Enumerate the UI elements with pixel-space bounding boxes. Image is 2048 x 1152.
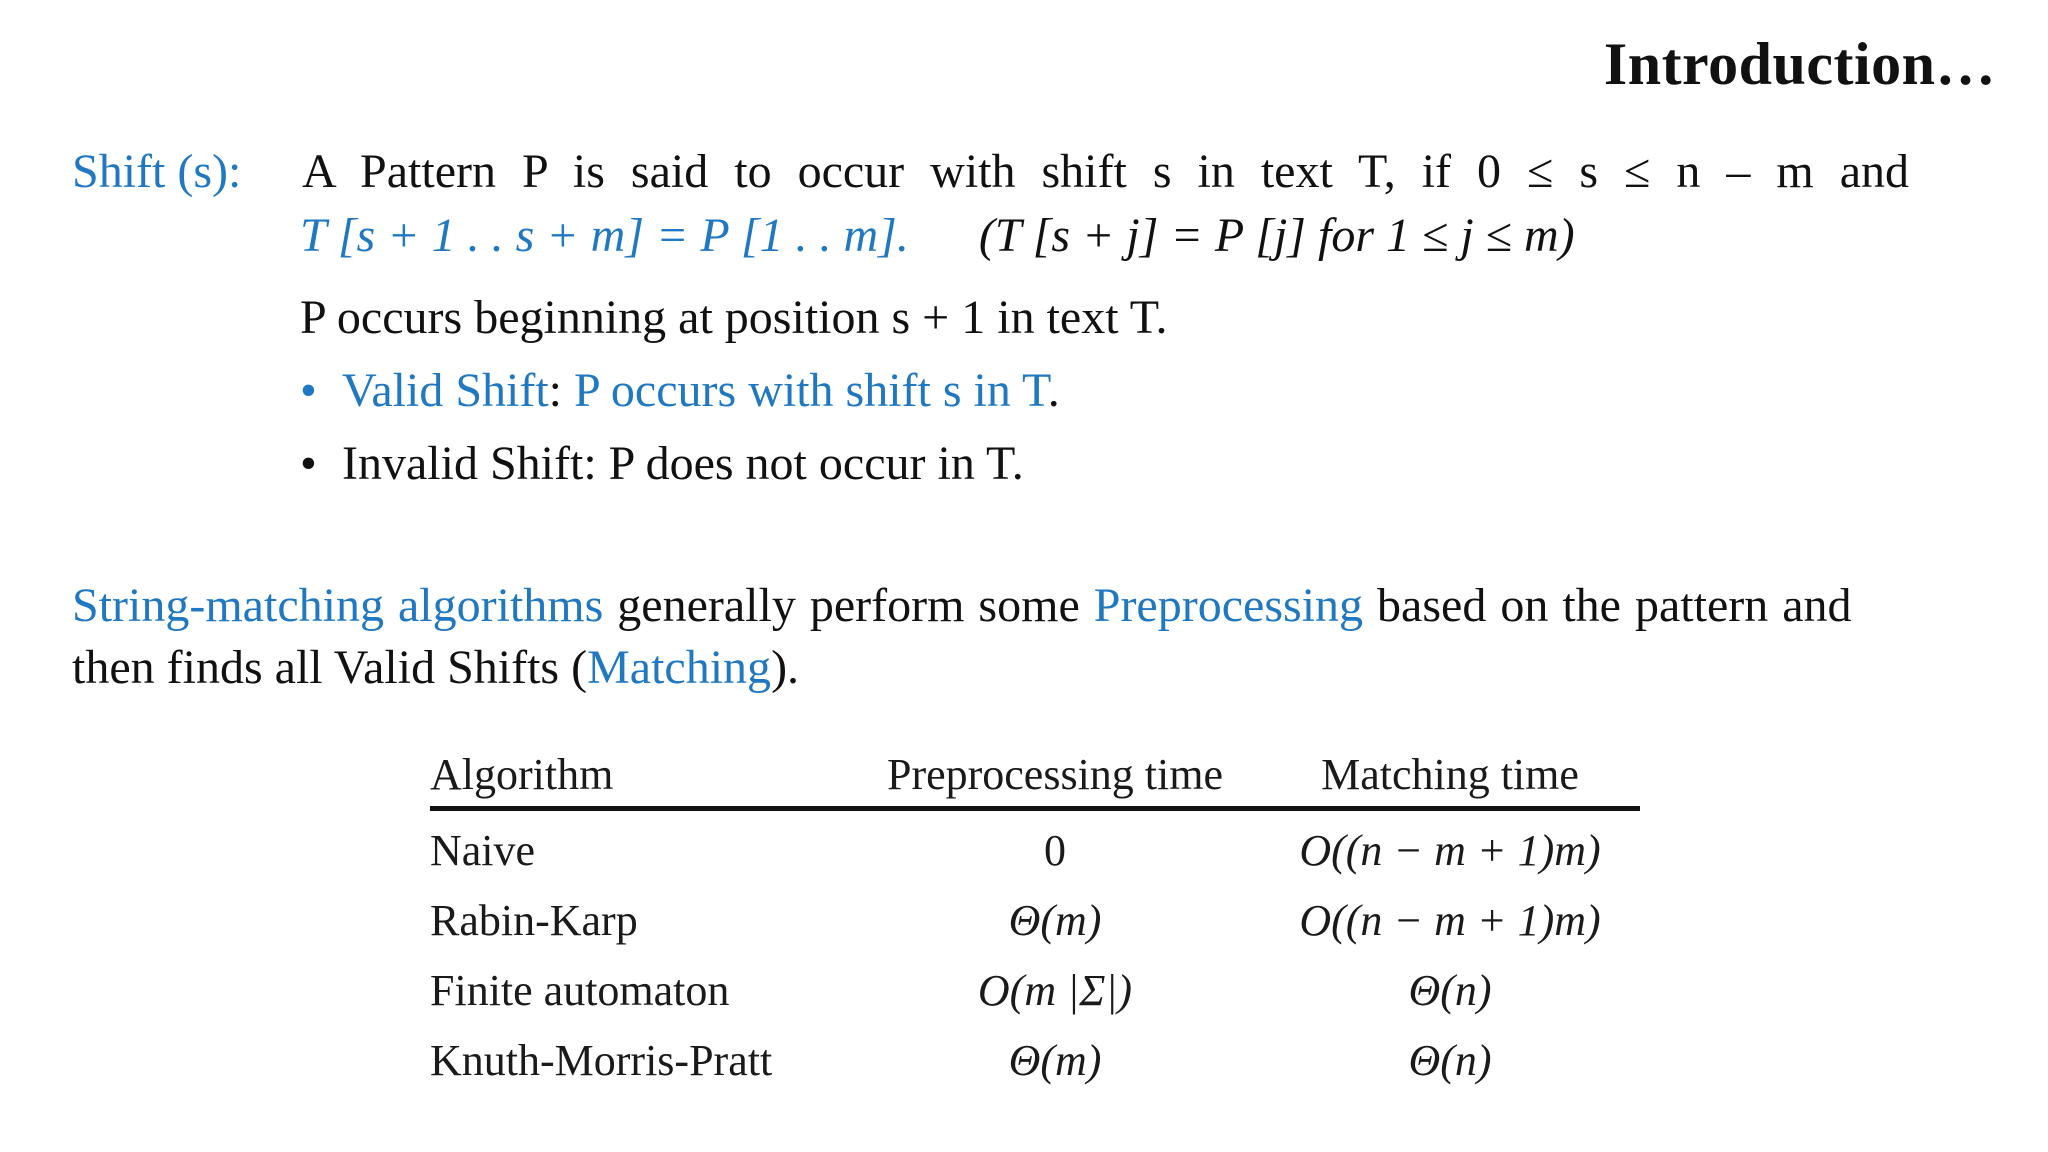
valid-shift-term: Valid Shift (342, 364, 549, 417)
cell-matching: Θ(n) (1408, 965, 1492, 1015)
shift-definition-line-1 (72, 142, 1909, 202)
bullet-invalid-shift (300, 434, 1024, 494)
slide-title: Introduction… (1603, 31, 1996, 97)
invalid-shift-term: Invalid Shift (342, 437, 584, 490)
cell-preprocessing: 0 (1044, 825, 1066, 875)
table-header-row (430, 742, 1640, 811)
valid-shift-end: . (1047, 364, 1060, 417)
paragraph-text-1: generally perform some (603, 579, 1094, 632)
header-preprocessing-time: Preprocessing time (886, 749, 1224, 799)
table-row (430, 955, 1640, 1025)
cell-algorithm: Naive (430, 825, 536, 875)
table-row (430, 1025, 1640, 1095)
term-string-matching: String-matching algorithms (72, 579, 604, 632)
cell-algorithm: Finite automaton (430, 965, 730, 1015)
valid-shift-text: P occurs with shift s in T (574, 364, 1048, 417)
paragraph-text-2: based on the pattern and (1363, 579, 1852, 632)
algorithms-paragraph-line-2 (72, 638, 799, 698)
cell-matching: O((n − m + 1)m) (1299, 825, 1601, 875)
invalid-shift-text: P does not occur in T (608, 437, 1012, 490)
invalid-shift-end: . (1011, 437, 1024, 490)
algorithms-paragraph-line-1 (72, 576, 1852, 636)
cell-matching: O((n − m + 1)m) (1299, 895, 1601, 945)
cell-algorithm: Rabin-Karp (430, 895, 638, 945)
valid-shift-sep: : (548, 364, 575, 417)
cell-algorithm: Knuth-Morris-Pratt (430, 1035, 773, 1085)
cell-matching: Θ(n) (1408, 1035, 1492, 1085)
algorithm-complexity-table (430, 742, 1640, 1095)
bullet-dot: • (300, 437, 317, 490)
bullet-valid-shift (300, 361, 1060, 421)
invalid-shift-sep: : (583, 437, 609, 490)
shift-definition-text: A Pattern P is said to occur with shift s in text T, if 0 ≤ s ≤ n – m and (302, 145, 1910, 198)
shift-formula: T [s + 1 . . s + m] = P [1 . . m]. (300, 209, 909, 262)
paragraph-text-3: then finds all Valid Shifts ( (72, 641, 588, 694)
header-algorithm: Algorithm (430, 749, 614, 799)
table-row (430, 885, 1640, 955)
shift-occurrence-text: P occurs beginning at position s + 1 in text T. (300, 291, 1168, 344)
shift-definition-line-2 (300, 206, 1575, 266)
shift-formula-note: (T [s + j] = P [j] for 1 ≤ j ≤ m) (978, 209, 1575, 262)
cell-preprocessing: Θ(m) (1008, 895, 1102, 945)
shift-label: Shift (s): (72, 145, 242, 198)
term-preprocessing: Preprocessing (1093, 579, 1364, 632)
cell-preprocessing: O(m |Σ|) (977, 965, 1133, 1015)
cell-preprocessing: Θ(m) (1008, 1035, 1102, 1085)
table-row (430, 815, 1640, 885)
term-matching: Matching (587, 641, 772, 694)
header-matching-time: Matching time (1321, 749, 1579, 799)
paragraph-text-4: ). (771, 641, 800, 694)
bullet-dot: • (300, 364, 317, 417)
